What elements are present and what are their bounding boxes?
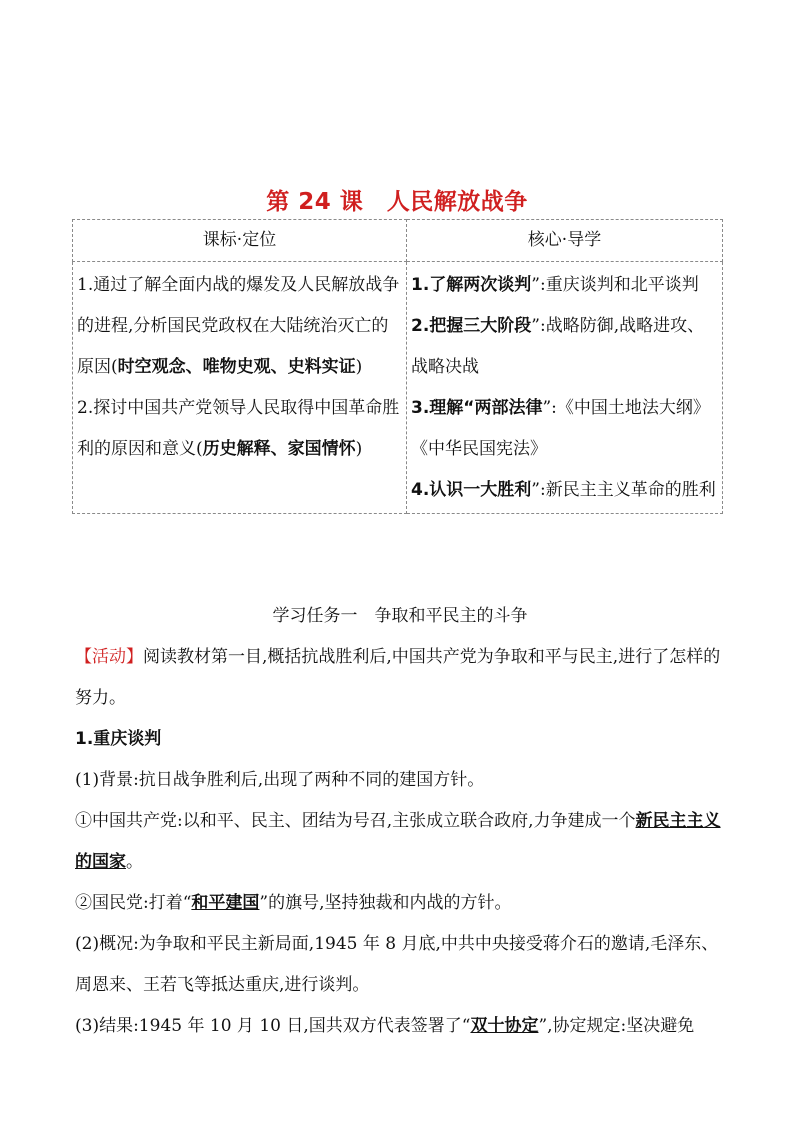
page-title: 第 24 课 人民解放战争: [266, 189, 528, 215]
right-cell: [407, 262, 723, 514]
header-curriculum: 课标·定位: [73, 220, 407, 262]
core-item: 4.认识一大胜利”:新民主主义革命的胜利: [411, 480, 716, 500]
activity-paragraph: 【活动】阅读教材第一目,概括抗战胜利后,中国共产党为争取和平与民主,进行了怎样的努力。: [75, 647, 721, 708]
core-item: 3.理解“两部法律”:《中国土地法大纲》《中华民国宪法》: [411, 398, 710, 459]
main-content: [75, 596, 725, 1047]
left-paragraph-2: 2.探讨中国共产党领导人民取得中国革命胜利的原因和意义(历史解释、家国情怀): [77, 398, 400, 459]
section-title: 学习任务一 争取和平民主的斗争: [272, 606, 528, 626]
left-paragraph-1: 1.通过了解全面内战的爆发及人民解放战争的进程,分析国民党政权在大陆统治灭亡的原因(时空观念、唯物史观、史料实证): [77, 275, 400, 377]
core-item: 2.把握三大阶段”:战略防御,战略进攻、战略决战: [411, 316, 705, 377]
header-core: 核心·导学: [407, 220, 723, 262]
paragraph-kmt: ②国民党:打着“和平建国”的旗号,坚持独裁和内战的方针。: [75, 893, 512, 913]
paragraph-ccp: ①中国共产党:以和平、民主、团结为号召,主张成立联合政府,力争建成一个新民主主义的国家。: [75, 811, 721, 872]
activity-label: 【活动】: [75, 647, 143, 667]
heading-chongqing: 1.重庆谈判: [75, 729, 162, 749]
paragraph-overview: (2)概况:为争取和平民主新局面,1945 年 8 月底,中共中央接受蒋介石的邀请,毛泽东、周恩来、王若飞等抵达重庆,进行谈判。: [75, 934, 719, 995]
lesson-table: [72, 219, 723, 514]
core-item: 1.了解两次谈判”:重庆谈判和北平谈判: [411, 275, 699, 295]
paragraph-result: (3)结果:1945 年 10 月 10 日,国共双方代表签署了“双十协定”,协定规定:坚决避免: [75, 1016, 695, 1036]
paragraph-background: (1)背景:抗日战争胜利后,出现了两种不同的建国方针。: [75, 770, 485, 790]
left-cell: [73, 262, 407, 514]
